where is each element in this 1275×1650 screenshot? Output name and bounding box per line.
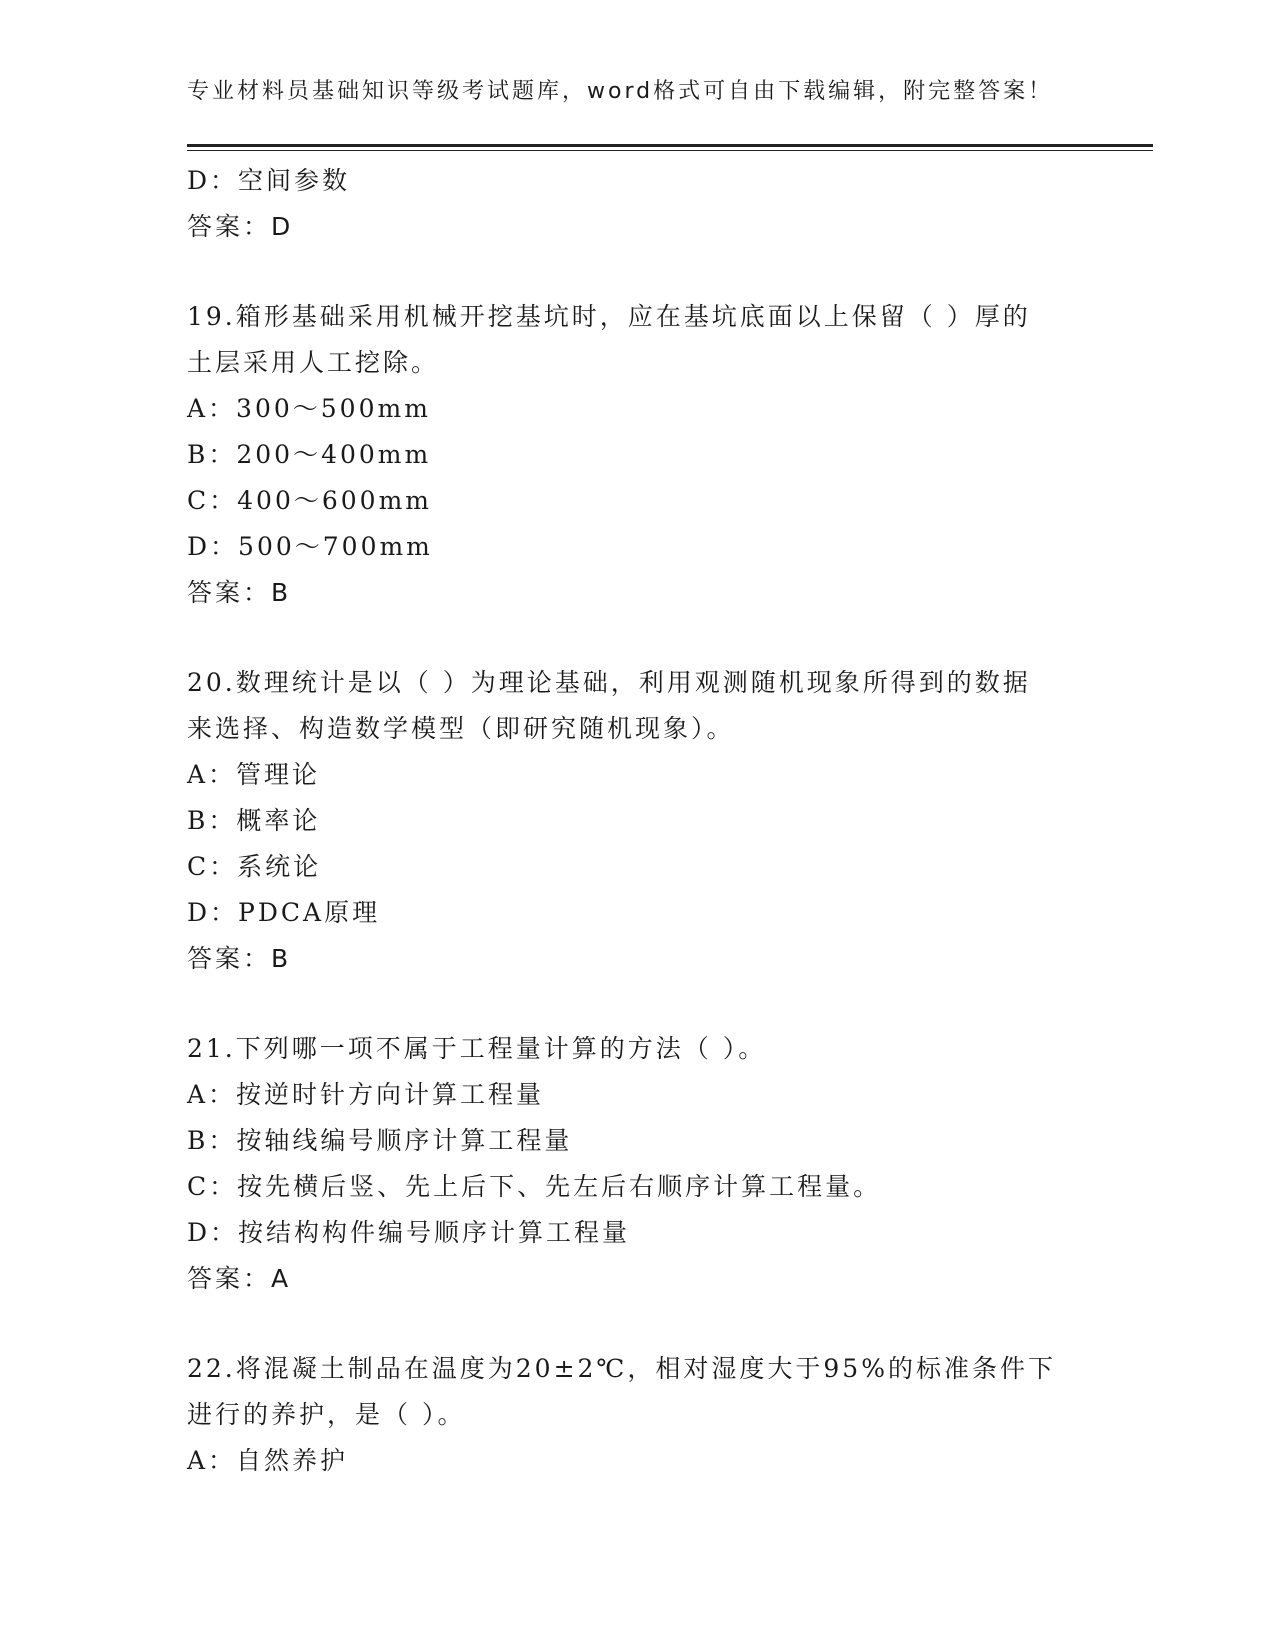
option-a: A：300～500mm [187, 394, 431, 423]
option-a: A：管理论 [187, 760, 321, 789]
question-block [187, 1346, 1087, 1484]
question-stem: 来选择、构造数学模型（即研究随机现象）。 [187, 714, 735, 743]
question-block [187, 294, 1087, 616]
answer-line: 答案：A [187, 1264, 292, 1293]
option-b: B：按轴线编号顺序计算工程量 [187, 1126, 573, 1155]
answer-line: 答案：B [187, 944, 292, 973]
option-b: B：200～400mm [187, 440, 432, 469]
option-b: B：概率论 [187, 806, 321, 835]
option-d: D：空间参数 [187, 166, 351, 195]
option-d: D：按结构构件编号顺序计算工程量 [187, 1218, 631, 1247]
document-content [187, 158, 1087, 1484]
header-rule-thin [187, 150, 1153, 151]
option-c: C：系统论 [187, 852, 322, 881]
question-stem: 20.数理统计是以（ ）为理论基础，利用观测随机现象所得到的数据 [187, 668, 1031, 697]
option-c: C：按先横后竖、先上后下、先左后右顺序计算工程量。 [187, 1172, 882, 1201]
option-d: D：500～700mm [187, 532, 433, 561]
answer-line: 答案：B [187, 578, 292, 607]
answer-line: 答案：D [187, 212, 294, 241]
option-a: A：按逆时针方向计算工程量 [187, 1080, 545, 1109]
option-c: C：400～600mm [187, 486, 432, 515]
question-stem: 土层采用人工挖除。 [187, 348, 440, 377]
page-header: 专业材料员基础知识等级考试题库，word格式可自由下载编辑，附完整答案！ [187, 79, 1054, 104]
header-rule-thick [187, 144, 1153, 147]
question-stem: 22.将混凝土制品在温度为20±2℃，相对湿度大于95%的标准条件下 [187, 1354, 1056, 1383]
option-a: A：自然养护 [187, 1446, 349, 1475]
question-stem: 进行的养护，是（ ）。 [187, 1400, 466, 1429]
question-block [187, 1026, 1087, 1302]
question-stem: 19.箱形基础采用机械开挖基坑时，应在基坑底面以上保留（ ）厚的 [187, 302, 1031, 331]
question-block [187, 660, 1087, 982]
option-d: D：PDCA原理 [187, 898, 381, 927]
question-stem: 21.下列哪一项不属于工程量计算的方法（ ）。 [187, 1034, 767, 1063]
